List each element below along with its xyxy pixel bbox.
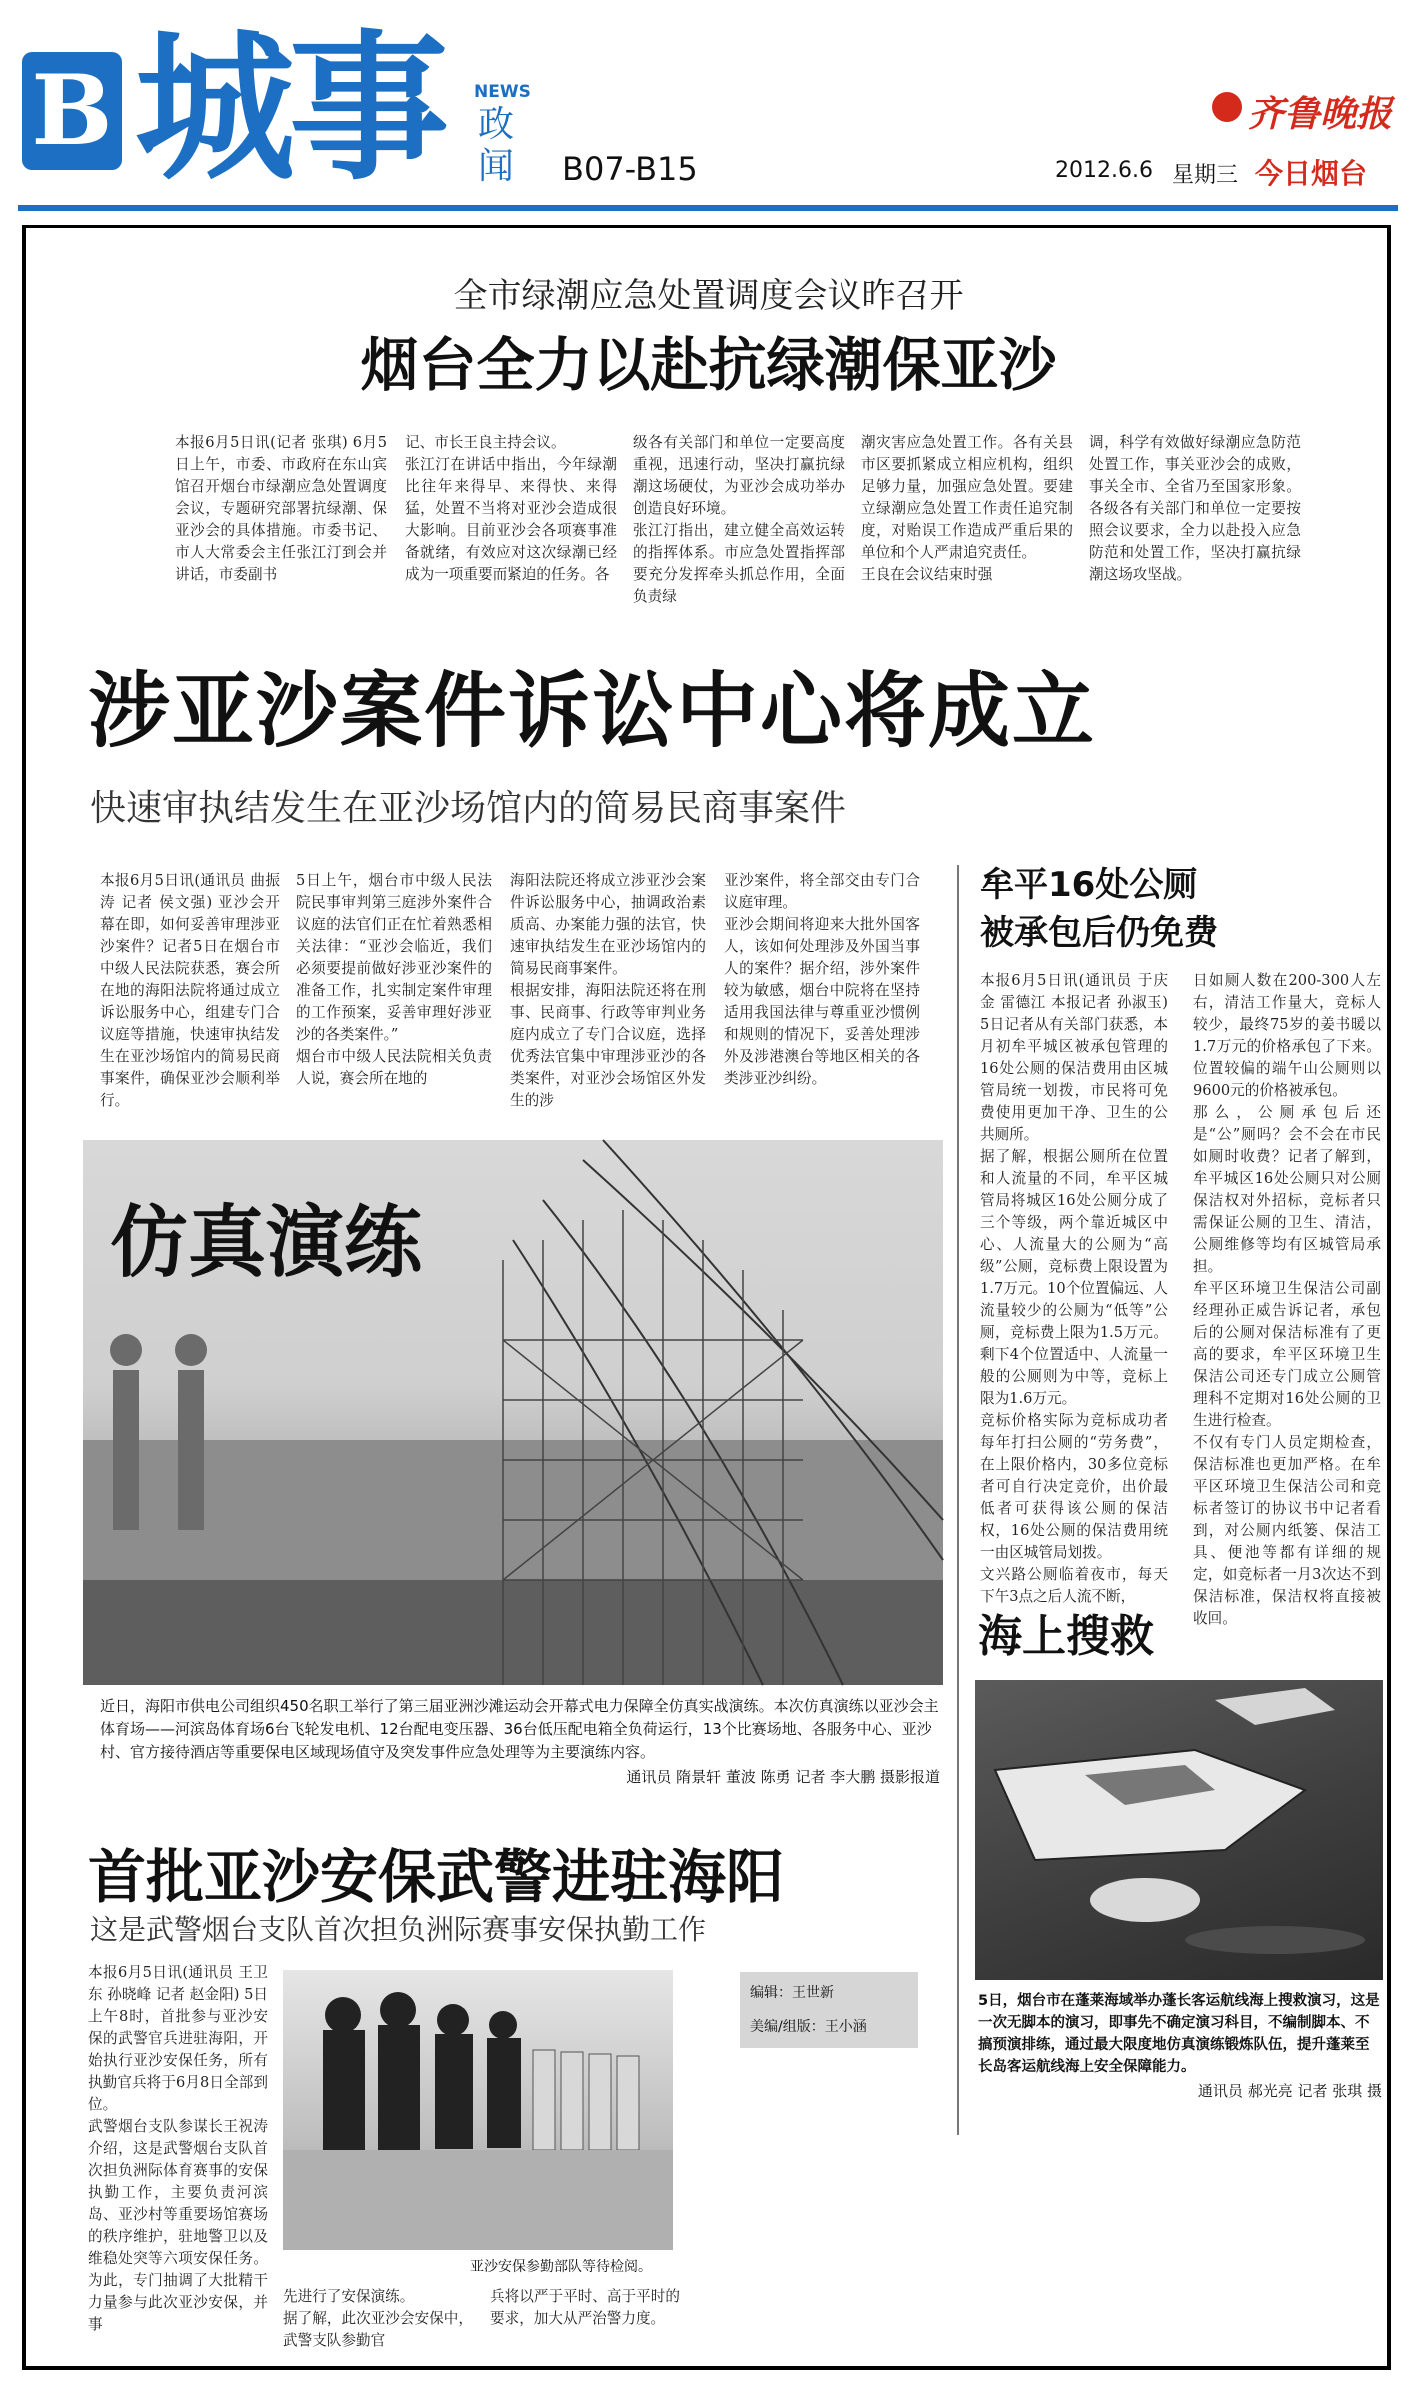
police-lineup-photo [283,1970,673,2250]
designer-credit: 美编/组版：王小涵 [750,2019,867,2035]
story4-column-3: 兵将以严于平时、高于平时的要求，加大从严治警力度。 [490,2288,680,2327]
bottom-border [22,2366,1391,2370]
photo1-credit: 通讯员 隋景轩 董波 陈勇 记者 李大鹏 摄影报道 [626,1768,940,1786]
news-en-label: NEWS [474,82,531,102]
paper-logo-icon [1212,92,1242,122]
story4-headline: 首批亚沙安保武警进驻海阳 [88,1843,785,1911]
edition-name: 今日烟台 [1255,157,1368,190]
top-border [22,225,1391,228]
story1-column-5: 调，科学有效做好绿潮应急防范处置工作，事关亚沙会的成败，事关全市、全省乃至国家形象。各级各有关部门和单位一定要按照会议要求，全力以赴投入应急防范和处置工作，坚决打赢抗绿潮这场攻坚战。 [1089,434,1301,583]
story1-column-1: 本报6月5日讯(记者 张琪) 6月5日上午，市委、市政府在东山宾馆召开烟台市绿潮应急处置调度会议，专题研究部署抗绿潮、保亚沙会的具体措施。市委书记、市人大常委会主任张江汀到会并讲话，市委副书 [175,434,387,583]
story1-kicker: 全市绿潮应急处置调度会议昨召开 [453,276,964,316]
story3-column-2: 日如厕人数在200-300人左右，清洁工作量大，竞标人较少，最终75岁的姜书暖以1.7万元的价格承包了下来。位置较偏的端午山公厕则以9600元的价格被承包。 那么，公厕承包后还是“公”厕吗？会不会在市民如厕时收费？记者了解到，牟平城区16处公厕只对公厕保洁权对外招标，竞标者只需保证公厕的卫生、清洁，公厕维修等均有区城管局承担。 牟平区环境卫生保洁公司副经理孙正威告诉记者，承包后的公厕对保洁标准有了更高的要求，牟平区环境卫生保洁公司还专门成立公厕管理科不定期对16处公厕的卫生进行检查。 不仅有专门人员定期检查，保洁标准也更加严格。在牟平区环境卫生保洁公司和竞标者签订的协议书中记者看到，对公厕内纸篓、保洁工具、便池等都有详细的规定，如竞标者一月3次达不到保洁标准，保洁权将直接被收回。 [1193,972,1381,1627]
story4-column-1: 本报6月5日讯(通讯员 王卫东 孙晓峰 记者 赵金阳) 5日上午8时，首批参与亚沙安保的武警官兵进驻海阳，开始执行亚沙安保任务，所有执勤官兵将于6月8日全部到位。 武警烟台支队参谋长王祝涛介绍，这是武警烟台支队首次担负洲际体育赛事的安保执勤工作，主要负责河滨岛、亚沙村等重要场馆赛场的秩序维护，驻地警卫以及维稳处突等六项安保任务。为此，专门抽调了大批精干力量参与此次亚沙安保，并事 [88,1964,268,2333]
story1-column-2: 记、市长王良主持会议。 张江汀在讲话中指出，今年绿潮比往年来得早、来得快、来得猛，处置不当将对亚沙会造成很大影响。目前亚沙会各项赛事准备就绪，有效应对这次绿潮已经成为一项重要而紧迫的任务。各 [405,434,617,583]
section-title: 城事 [135,14,444,202]
story3-headline-line1: 牟平16处公厕 [980,865,1198,905]
story4-subhead: 这是武警烟台支队首次担负洲际赛事安保执勤工作 [90,1913,707,1946]
photo1-overlay-title: 仿真演练 [110,1197,423,1288]
story4-photo-caption: 亚沙安保参勤部队等待检阅。 [470,2259,652,2275]
photo2-overlay-title: 海上搜救 [978,1611,1154,1662]
story2-column-2: 5日上午，烟台市中级人民法院民事审判第三庭涉外案件合议庭的法官们正在忙着熟悉相关法律：“亚沙会临近，我们必须要提前做好涉亚沙案件的准备工作，扎实制定案件审理的工作预案，妥善审理好涉亚沙的各类案件。” 烟台市中级人民法院相关负责人说，赛会所在地的 [296,872,492,1087]
story2-column-4: 亚沙案件，将全部交由专门合议庭审理。 亚沙会期间将迎来大批外国客人，该如何处理涉及外国当事人的案件？据介绍，涉外案件较为敏感，烟台中院将在坚持适用我国法律与尊重亚沙惯例和规则的情况下，妥善处理涉外及涉港澳台等地区相关的各类涉亚沙纠纷。 [724,872,920,1087]
story2-subhead: 快速审执结发生在亚沙场馆内的简易民商事案件 [90,788,847,829]
right-border [1387,225,1391,2370]
paper-name: 齐鲁晚报 [1248,93,1393,135]
rescue-boat-illustration [975,1680,1383,1980]
issue-date: 2012.6.6 [1055,158,1153,183]
column-divider [957,865,959,2135]
left-border [22,225,26,2370]
story2-column-1: 本报6月5日讯(通讯员 曲振涛 记者 侯文强) 亚沙会开幕在即，如何妥善审理涉亚沙案件？记者5日在烟台市中级人民法院获悉，赛会所在地的海阳法院将通过成立诉讼服务中心，组建专门合议庭等措施，快速审执结发生在亚沙场馆内的简易民商事案件，确保亚沙会顺利举行。 [100,872,280,1109]
photo2-credit: 通讯员 郝光亮 记者 张琪 摄 [1197,2082,1382,2100]
story1-headline: 烟台全力以赴抗绿潮保亚沙 [360,331,1057,399]
sea-rescue-photo [975,1680,1383,1980]
story2-headline: 涉亚沙案件诉讼中心将成立 [88,663,1097,759]
issue-weekday: 星期三 [1172,163,1239,188]
masthead-rule [18,205,1398,211]
police-lineup-illustration [283,1970,673,2250]
story4-column-2: 先进行了安保演练。 据了解，此次亚沙会安保中，武警支队参勤官 [283,2288,473,2349]
story3-headline-line2: 被承包后仍免费 [980,913,1218,953]
editor-credit: 编辑：王世新 [750,1985,834,2001]
photo2-caption: 5日，烟台市在蓬莱海域举办蓬长客运航线海上搜救演习，这是一次无脚本的演习，即事先不确定演习科目，不编制脚本、不搞预演排练，通过最大限度地仿真演练锻炼队伍，提升蓬莱至长岛客运航线海上安全保障能力。 [978,1993,1380,2075]
story2-column-3: 海阳法院还将成立涉亚沙会案件诉讼服务中心，抽调政治素质高、办案能力强的法官，快速审执结发生在亚沙场馆内的简易民商事案件。 根据安排，海阳法院还将在刑事、民商事、行政等审判业务庭内成立了专门合议庭，选择优秀法官集中审理涉亚沙的各类案件，对亚沙会场馆区外发生的涉 [510,872,706,1109]
masthead [0,0,1417,210]
photo1-caption: 近日，海阳市供电公司组织450名职工举行了第三届亚洲沙滩运动会开幕式电力保障全仿真实战演练。本次仿真演练以亚沙会主体育场——河滨岛体育场6台飞轮发电机、12台配电变压器、36台低压配电箱全负荷运行，13个比赛场地、各服务中心、亚沙村、官方接待酒店等重要保电区域现场值守及突发事件应急处理等为主要演练内容。 [100,1697,939,1761]
news-zh-label: 政闻 [478,104,515,187]
page-range: B07-B15 [562,150,698,188]
story3-column-1: 本报6月5日讯(通讯员 于庆金 雷德江 本报记者 孙淑玉) 5日记者从有关部门获悉，本月初牟平城区被承包管理的16处公厕的保洁费用由区城管局统一划拨，市民将可免费使用更加干净、卫生的公共厕所。 据了解，根据公厕所在位置和人流量的不同，牟平区城管局将城区16处公厕分成了三个等级，两个靠近城区中心、人流量大的公厕为“高级”公厕，竞标费上限设置为1.7万元。10个位置偏远、人流量较少的公厕为“低等”公厕，竞标费上限为1.5万元。剩下4个位置适中、人流量一般的公厕则为中等，竞标上限为1.6万元。 竞标价格实际为竞标成功者每年打扫公厕的“劳务费”，在上限价格内，30多位竞标者可自行决定竞价，出价最低者可获得该公厕的保洁权，16处公厕的保洁费用统一由区城管局划拨。 文兴路公厕临着夜市，每天下午3点之后人流不断， [980,972,1168,1605]
story1-column-4: 潮灾害应急处置工作。各有关县市区要抓紧成立相应机构，组织足够力量，加强应急处置。要建立绿潮应急处置工作责任追究制度，对贻误工作造成严重后果的单位和个人严肃追究责任。 王良在会议结束时强 [861,434,1073,583]
story1-column-3: 级各有关部门和单位一定要高度重视，迅速行动，坚决打赢抗绿潮这场硬仗，为亚沙会成功举办创造良好环境。 张江汀指出，建立健全高效运转的指挥体系。市应急处置指挥部要充分发挥牵头抓总作用，全面负责绿 [633,434,845,605]
section-letter: B [31,54,113,167]
